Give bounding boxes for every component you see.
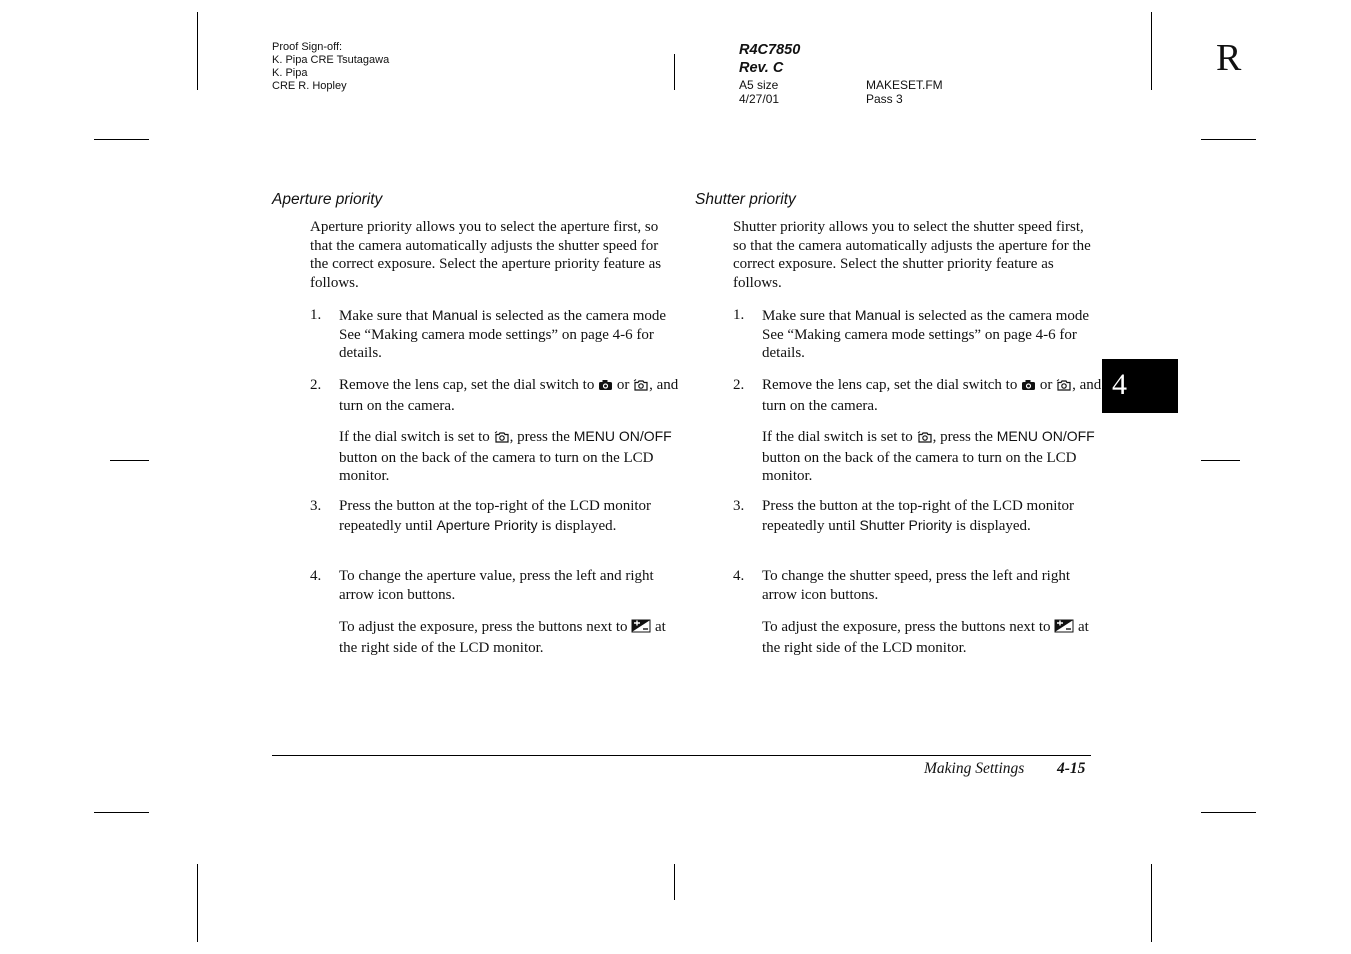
step-number: 3.	[733, 498, 745, 514]
chapter-number: 4	[1112, 368, 1127, 401]
section-heading: Shutter priority	[695, 191, 796, 208]
proof-signoff	[272, 41, 389, 93]
model-block	[739, 41, 800, 77]
crop-mark	[1151, 12, 1152, 90]
model-number: R4C7850	[739, 42, 801, 58]
step-number: 4.	[310, 568, 322, 584]
step-text: To change the aperture value, press the left and right arrow icon buttons.	[339, 568, 654, 603]
step-number: 2.	[733, 377, 745, 393]
crop-mark	[197, 864, 198, 942]
step-text: Press the button at the top-right of the LCD monitor repeatedly until Aperture Priority is displayed.	[339, 498, 652, 534]
exposure-compensation-icon	[631, 619, 651, 639]
step-note: To adjust the exposure, press the buttons next to at the right side of the LCD monitor.	[762, 619, 1089, 656]
footer-rule	[272, 755, 1091, 756]
ui-term: Manual	[431, 307, 478, 323]
step-number: 2.	[310, 377, 322, 393]
step-note: If the dial switch is set to , press the MENU ON/OFF button on the back of the camera to turn on the LCD monitor.	[339, 428, 672, 484]
intro-paragraph: Shutter priority allows you to select the shutter speed first, so that the camera automatically adjusts the aperture for the correct exposure. Select the shutter priority feature as follows.	[733, 219, 1091, 291]
crop-mark	[1201, 139, 1256, 140]
manual-mode-icon	[633, 378, 649, 397]
step-number: 1.	[733, 307, 745, 323]
step-number: 3.	[310, 498, 322, 514]
file-name: MAKESET.FM	[866, 78, 943, 92]
step-text: Make sure that Manual is selected as the camera mode See “Making camera mode settings” on page 4-6 for details.	[339, 307, 667, 361]
camera-mode-icon	[598, 378, 613, 397]
manual-mode-icon	[917, 430, 933, 449]
proof-line: K. Pipa	[272, 67, 308, 79]
chapter-tab	[1102, 359, 1178, 413]
step-text: To change the shutter speed, press the left and right arrow icon buttons.	[762, 568, 1071, 603]
intro-paragraph: Aperture priority allows you to select the aperture first, so that the camera automatically adjusts the shutter speed for the correct exposure. Select the aperture priority feature as follows.	[310, 219, 662, 291]
proof-line: CRE R. Hopley	[272, 80, 347, 92]
proof-line: Proof Sign-off:	[272, 41, 343, 53]
pass-number: Pass 3	[866, 92, 903, 106]
step-note: If the dial switch is set to , press the MENU ON/OFF button on the back of the camera to turn on the LCD monitor.	[762, 428, 1095, 484]
crop-mark	[110, 460, 149, 461]
ui-term: Manual	[854, 307, 901, 323]
step-number: 4.	[733, 568, 745, 584]
step-number: 1.	[310, 307, 322, 323]
manual-mode-icon	[1056, 378, 1072, 397]
paper-size: A5 size	[739, 78, 779, 92]
step-text: Press the button at the top-right of the LCD monitor repeatedly until Shutter Priority is displayed.	[762, 498, 1075, 534]
crop-mark	[674, 864, 675, 900]
step-text: Remove the lens cap, set the dial switch to or , and turn on the camera.	[339, 377, 679, 414]
proof-line: K. Pipa CRE Tsutagawa	[272, 54, 390, 66]
ui-term: MENU ON/OFF	[996, 428, 1095, 444]
crop-mark	[1201, 812, 1256, 813]
ui-term: Aperture Priority	[436, 516, 538, 533]
camera-mode-icon	[1021, 378, 1036, 397]
corner-mark: R	[1216, 37, 1242, 79]
section-heading: Aperture priority	[272, 191, 383, 208]
crop-mark	[1151, 864, 1152, 942]
footer-section-title: Making Settings	[924, 760, 1025, 777]
ui-term: Shutter Priority	[859, 516, 953, 533]
step-text: Remove the lens cap, set the dial switch to or , and turn on the camera.	[762, 377, 1102, 414]
print-date: 4/27/01	[739, 92, 780, 106]
ui-term: MENU ON/OFF	[573, 428, 672, 444]
page-number: 4-15	[1057, 760, 1086, 777]
step-text: Make sure that Manual is selected as the camera mode See “Making camera mode settings” on page 4-6 for details.	[762, 307, 1090, 361]
exposure-compensation-icon	[1054, 619, 1074, 639]
crop-mark	[94, 812, 149, 813]
step-note: To adjust the exposure, press the buttons next to at the right side of the LCD monitor.	[339, 619, 666, 656]
crop-mark	[197, 12, 198, 90]
crop-mark	[94, 139, 149, 140]
revision: Rev. C	[739, 60, 784, 76]
manual-mode-icon	[494, 430, 510, 449]
crop-mark	[674, 54, 675, 90]
crop-mark	[1201, 460, 1240, 461]
